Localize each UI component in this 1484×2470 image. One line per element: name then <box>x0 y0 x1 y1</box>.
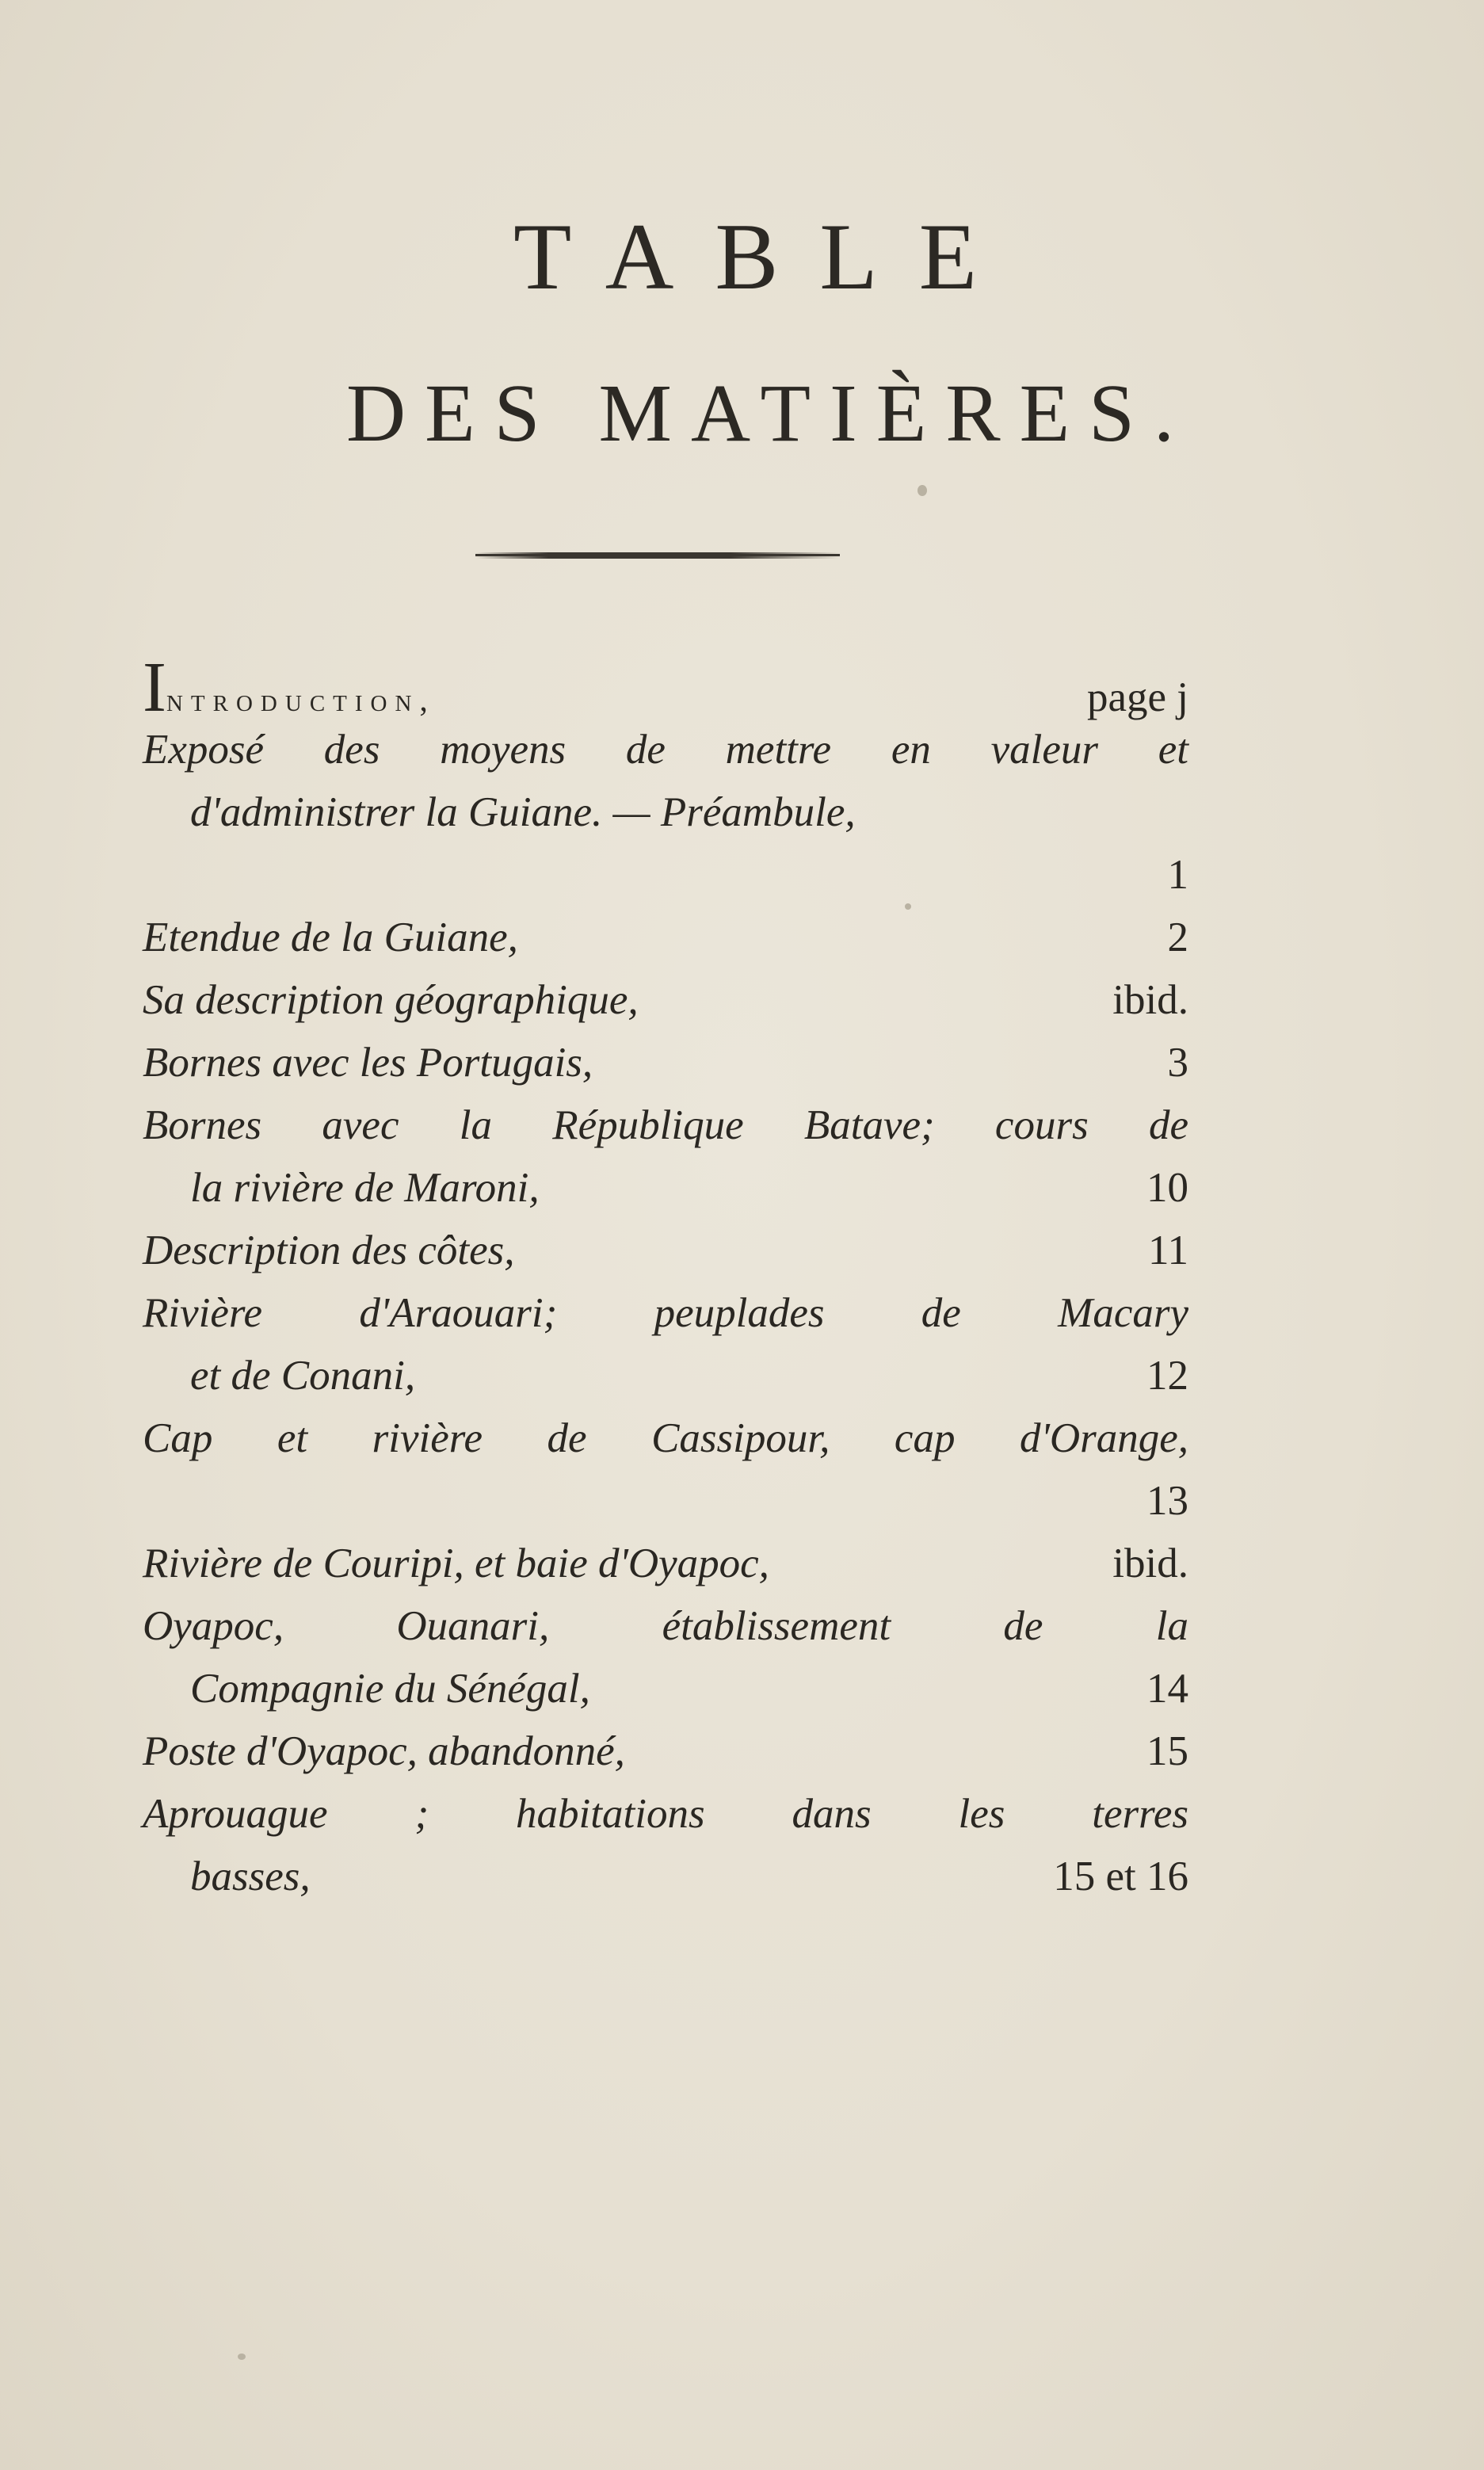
toc-entry-text: Description des côtes, <box>143 1227 515 1273</box>
toc-page-number: 14 <box>1146 1666 1188 1712</box>
toc-entry <box>143 1533 1188 1595</box>
toc-entry <box>143 969 1188 1032</box>
toc-entry-continuation <box>143 1345 1188 1407</box>
toc-entry <box>143 907 1188 969</box>
toc-entry-text: Rivière de Couripi, et baie d'Oyapoc, <box>143 1540 769 1586</box>
toc-entry-continuation <box>143 1157 1188 1220</box>
toc-entry-text: Oyapoc, Ouanari, établissement de la <box>143 1603 1188 1649</box>
toc-entry <box>143 1032 1188 1094</box>
toc-page-number: ibid. <box>1112 977 1188 1023</box>
toc-entry-text: et de Conani, <box>190 1353 416 1399</box>
toc-page-number: 15 <box>1146 1728 1188 1774</box>
toc-entry-continuation <box>143 781 1188 844</box>
toc-entry-text: la rivière de Maroni, <box>190 1165 540 1211</box>
toc-entry <box>143 1282 1188 1345</box>
toc-page-number: 1 <box>1167 852 1188 898</box>
toc-entry <box>143 1783 1188 1846</box>
toc-page-number: page j <box>1086 674 1188 720</box>
toc-page-line <box>143 1470 1188 1533</box>
toc-entry-text: Exposé des moyens de mettre en valeur et <box>143 727 1188 773</box>
toc-entry-label: Introduction, <box>143 648 436 727</box>
toc-page-number: 12 <box>1146 1353 1188 1399</box>
toc-entry <box>143 1407 1188 1470</box>
toc-entry-text: basses, <box>190 1853 311 1899</box>
toc-page-number: 11 <box>1147 1227 1188 1273</box>
toc-entry-text: d'administrer la Guiane. — Préambule, <box>190 789 856 835</box>
toc-entry-text: Aprouague ; habitations dans les terres <box>143 1791 1188 1837</box>
toc-entry <box>143 719 1188 781</box>
paper-spot <box>917 485 927 496</box>
decorative-rule <box>475 552 840 559</box>
page-subtitle: DES MATIÈRES. <box>346 368 1193 459</box>
toc-entry <box>143 1720 1188 1783</box>
toc-page-number: 15 et 16 <box>1053 1853 1188 1899</box>
toc-page-number: ibid. <box>1112 1540 1188 1586</box>
page-title: TABLE <box>513 204 1018 309</box>
toc-page-number: 3 <box>1167 1040 1188 1086</box>
toc-entry-text: Rivière d'Araouari; peuplades de Macary <box>143 1290 1188 1336</box>
paper-spot <box>238 2354 246 2360</box>
toc-page-number: 10 <box>1146 1165 1188 1211</box>
toc-page-line <box>143 844 1188 907</box>
toc-entry-text: Etendue de la Guiane, <box>143 914 518 960</box>
toc-entry <box>143 1595 1188 1658</box>
table-of-contents <box>143 648 1188 1908</box>
toc-entry-introduction <box>143 648 1188 727</box>
toc-entry-text: Compagnie du Sénégal, <box>190 1666 590 1712</box>
toc-page-number: 13 <box>1146 1478 1188 1524</box>
toc-entry-text: Cap et rivière de Cassipour, cap d'Orange, <box>143 1415 1188 1461</box>
toc-entry-text: Bornes avec les Portugais, <box>143 1040 593 1086</box>
toc-entry-text: Bornes avec la République Batave; cours de <box>143 1102 1188 1148</box>
toc-page-number: 2 <box>1167 914 1188 960</box>
toc-entry <box>143 1220 1188 1282</box>
toc-entry-continuation <box>143 1658 1188 1720</box>
toc-entry <box>143 1094 1188 1157</box>
toc-entry-text: Sa description géographique, <box>143 977 639 1023</box>
toc-entry-continuation <box>143 1846 1188 1908</box>
toc-entry-text: Poste d'Oyapoc, abandonné, <box>143 1728 625 1774</box>
